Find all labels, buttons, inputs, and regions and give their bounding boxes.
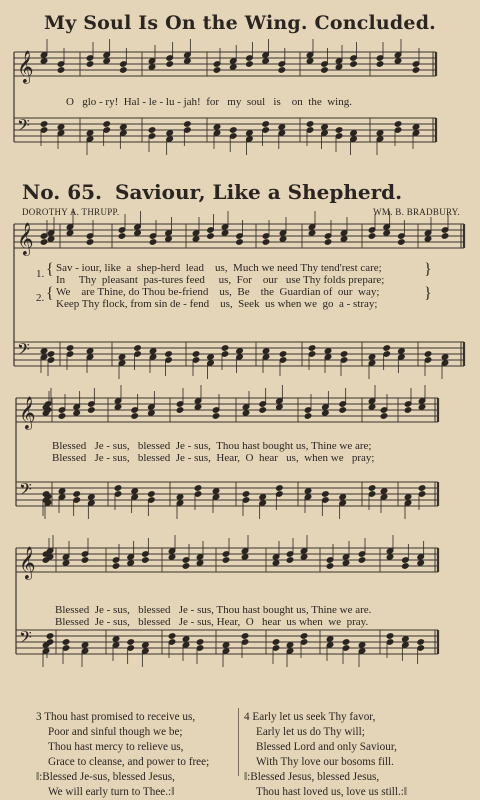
note-head: [279, 236, 287, 243]
s1-lyric-line-2: In Thy pleasant pas-tures feed us, For our use Thy folds prepare;: [56, 274, 385, 286]
stanza-line: ‖:Blessed Jesus, blessed Jesus,: [244, 771, 380, 783]
note-head: [182, 636, 190, 643]
verse-number-2: 2.: [36, 292, 45, 304]
note-head: [340, 351, 348, 358]
s2-lyric-line-2: Blessed Je - sus, blessed Je - sus, Hear, O hear us, when we pray;: [52, 452, 375, 464]
bass-clef-icon: 𝄢: [17, 115, 30, 139]
note-head: [149, 239, 157, 246]
stanza-line: Early let us do Thy will;: [256, 726, 365, 738]
note-head: [339, 407, 347, 414]
note-head: [176, 494, 184, 501]
note-head: [326, 636, 334, 643]
stanza-line: ‖:Blessed Je-sus, blessed Jesus,: [36, 771, 175, 783]
note-head: [394, 58, 402, 65]
note-head: [272, 560, 280, 567]
stanza-line: Thou hast loved us, love us still.:‖: [256, 786, 408, 798]
note-head: [368, 354, 376, 361]
note-head: [222, 557, 230, 564]
note-head: [342, 560, 350, 567]
note-head: [148, 127, 156, 134]
note-head: [47, 236, 55, 243]
note-head: [165, 236, 173, 243]
note-head: [402, 563, 410, 570]
note-head: [196, 560, 204, 567]
note-head: [47, 351, 55, 358]
note-head: [242, 410, 250, 417]
note-head: [368, 485, 376, 492]
note-head: [412, 124, 420, 131]
note-head: [229, 64, 237, 71]
note-head: [326, 563, 334, 570]
note-head: [66, 230, 74, 237]
treble-clef-icon: 𝄞: [17, 50, 34, 83]
note-head: [398, 348, 406, 355]
note-head: [278, 124, 286, 131]
note-head: [127, 639, 135, 646]
note-head: [241, 554, 249, 561]
note-head: [417, 639, 425, 646]
note-head: [58, 488, 66, 495]
note-head: [276, 404, 284, 411]
note-head: [142, 642, 150, 649]
note-head: [194, 404, 202, 411]
treble-clef-icon: 𝄞: [19, 396, 36, 429]
note-head: [192, 351, 200, 358]
note-head: [81, 557, 89, 564]
note-head: [148, 64, 156, 71]
note-head: [236, 348, 244, 355]
verse-number-1: 1.: [36, 268, 45, 280]
note-head: [376, 130, 384, 137]
stanza-line: Grace to cleanse, and power to free;: [48, 756, 210, 768]
note-head: [103, 121, 111, 128]
lyricist-credit: DOROTHY A. THRUPP.: [22, 207, 120, 217]
note-head: [168, 554, 176, 561]
note-head: [304, 413, 312, 420]
note-head: [112, 636, 120, 643]
note-head: [404, 407, 412, 414]
note-head: [86, 130, 94, 137]
note-head: [207, 233, 215, 240]
note-head: [340, 236, 348, 243]
s2-lyric-line-1: Blessed Je - sus, blessed Je - sus, Thou hast bought us, Thine we are;: [52, 440, 372, 452]
note-head: [86, 348, 94, 355]
note-head: [62, 560, 70, 567]
note-head: [148, 410, 156, 417]
note-head: [241, 633, 249, 640]
note-head: [322, 410, 330, 417]
composer-credit: WM. B. BRADBURY.: [373, 207, 460, 217]
note-head: [306, 121, 314, 128]
note-head: [118, 354, 126, 361]
note-head: [418, 485, 426, 492]
stanza-line: 4 Early let us seek Thy favor,: [244, 711, 376, 723]
note-head: [276, 485, 284, 492]
stanza-line: We will early turn to Thee.:‖: [48, 786, 175, 798]
note-head: [212, 413, 220, 420]
note-head: [279, 351, 287, 358]
note-head: [424, 351, 432, 358]
s1-lyric-line-3: We are Thine, do Thou be-friend us, Be the Guardian of our way;: [56, 286, 380, 298]
note-head: [380, 413, 388, 420]
note-head: [131, 413, 139, 420]
stanza-line: Poor and sinful though we be;: [48, 726, 183, 738]
note-head: [168, 633, 176, 640]
note-head: [358, 642, 366, 649]
note-head: [300, 633, 308, 640]
note-head: [88, 407, 96, 414]
note-head: [118, 233, 126, 240]
note-head: [196, 639, 204, 646]
note-head: [321, 124, 329, 131]
note-head: [57, 67, 65, 74]
note-head: [412, 67, 420, 74]
note-head: [40, 348, 48, 355]
note-head: [335, 64, 343, 71]
note-head: [184, 121, 192, 128]
note-head: [262, 58, 270, 65]
note-head: [86, 239, 94, 246]
s3-lyric-line-1: Blessed Je - sus, blessed Je - sus, Thou hast bought us, Thine we are.: [55, 604, 372, 616]
s1-lyric-line-4: Keep Thy flock, from sin de - fend us, Seek us when we go a - stray;: [56, 298, 378, 310]
note-head: [221, 345, 229, 352]
note-head: [259, 407, 267, 414]
note-head: [380, 488, 388, 495]
note-head: [166, 130, 174, 137]
note-head: [114, 485, 122, 492]
note-head: [246, 130, 254, 137]
note-head: [358, 557, 366, 564]
note-head: [222, 642, 230, 649]
note-head: [386, 554, 394, 561]
note-head: [103, 58, 111, 65]
note-head: [368, 233, 376, 240]
note-head: [148, 491, 156, 498]
note-head: [418, 404, 426, 411]
hymn-title: Saviour, Like a Shepherd.: [115, 180, 403, 204]
note-head: [207, 354, 215, 361]
note-head: [441, 354, 449, 361]
note-head: [120, 124, 128, 131]
note-head: [306, 58, 314, 65]
note-head: [212, 488, 220, 495]
note-head: [229, 127, 237, 134]
note-head: [176, 407, 184, 414]
note-head: [404, 494, 412, 501]
left-brace: {: [46, 261, 54, 278]
note-head: [120, 67, 128, 74]
left-brace: {: [46, 285, 54, 302]
s3-lyric-line-2: Blessed Je - sus, blessed Je - sus, Hear, O hear us when we pray.: [55, 616, 369, 628]
note-head: [86, 61, 94, 68]
note-head: [424, 236, 432, 243]
note-head: [386, 633, 394, 640]
note-head: [131, 488, 139, 495]
note-head: [40, 58, 48, 65]
note-head: [73, 410, 81, 417]
stanza-line: Blessed Lord and only Saviour,: [256, 741, 397, 753]
note-head: [300, 554, 308, 561]
treble-clef-icon: 𝄞: [19, 546, 36, 579]
note-head: [339, 494, 347, 501]
note-head: [398, 239, 406, 246]
note-head: [221, 230, 229, 237]
note-head: [278, 67, 286, 74]
note-head: [62, 639, 70, 646]
note-head: [81, 642, 89, 649]
note-head: [246, 61, 254, 68]
note-head: [368, 404, 376, 411]
note-head: [114, 404, 122, 411]
note-head: [394, 121, 402, 128]
note-head: [308, 345, 316, 352]
prev-lyric-line: O glo - ry! Hal - le - lu - jah! for my soul is on the wing.: [66, 96, 352, 108]
previous-hymn-title: My Soul Is On the Wing. Concluded.: [43, 12, 437, 34]
note-head: [134, 230, 142, 237]
note-head: [308, 230, 316, 237]
note-head: [242, 491, 250, 498]
note-head: [66, 345, 74, 352]
right-brace: }: [424, 261, 432, 278]
note-head: [184, 58, 192, 65]
note-head: [286, 642, 294, 649]
note-head: [40, 239, 48, 246]
note-head: [272, 639, 280, 646]
bass-clef-icon: 𝄢: [19, 479, 32, 503]
note-head: [262, 348, 270, 355]
note-head: [40, 121, 48, 128]
note-head: [259, 494, 267, 501]
note-head: [441, 233, 449, 240]
note-head: [236, 239, 244, 246]
note-head: [324, 239, 332, 246]
note-head: [350, 61, 358, 68]
note-head: [149, 348, 157, 355]
stanza-line: Thou hast mercy to relieve us,: [48, 741, 184, 753]
note-head: [402, 636, 410, 643]
note-head: [142, 557, 150, 564]
stanza-line: 3 Thou hast promised to receive us,: [36, 711, 196, 723]
note-head: [376, 61, 384, 68]
stanza-4: [244, 710, 407, 800]
right-brace: }: [424, 285, 432, 302]
note-head: [322, 491, 330, 498]
stanza-3: [36, 710, 209, 800]
note-head: [112, 563, 120, 570]
note-head: [383, 345, 391, 352]
note-head: [127, 560, 135, 567]
bass-clef-icon: 𝄢: [19, 627, 32, 651]
column-divider: [238, 708, 239, 776]
note-head: [417, 560, 425, 567]
note-head: [262, 121, 270, 128]
hymn-number: No. 65.: [22, 180, 102, 204]
note-head: [46, 633, 54, 640]
note-head: [134, 345, 142, 352]
note-head: [73, 491, 81, 498]
bass-clef-icon: 𝄢: [17, 339, 30, 363]
note-head: [286, 557, 294, 564]
note-head: [304, 488, 312, 495]
note-head: [213, 124, 221, 131]
note-head: [166, 61, 174, 68]
note-head: [57, 124, 65, 131]
note-head: [321, 67, 329, 74]
note-head: [324, 348, 332, 355]
note-head: [350, 130, 358, 137]
note-head: [88, 494, 96, 501]
treble-clef-icon: 𝄞: [17, 222, 34, 255]
note-head: [262, 239, 270, 246]
note-head: [335, 127, 343, 134]
note-head: [383, 230, 391, 237]
note-head: [192, 236, 200, 243]
note-head: [213, 67, 221, 74]
note-head: [194, 485, 202, 492]
note-head: [58, 413, 66, 420]
stanza-line: With Thy love our bosoms fill.: [256, 756, 394, 768]
note-head: [182, 563, 190, 570]
note-head: [342, 639, 350, 646]
note-head: [165, 351, 173, 358]
s1-lyric-line-1: Sav - iour, like a shep-herd lead us, Much we need Thy tend'rest care;: [56, 262, 382, 274]
